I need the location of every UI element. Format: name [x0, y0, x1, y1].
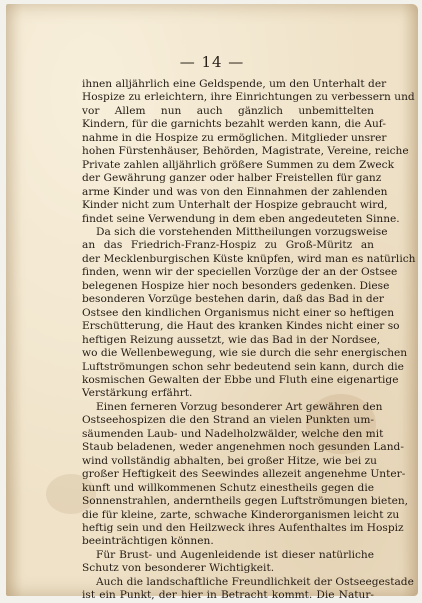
text-line: die für kleine, zarte, schwache Kinderorganismen leicht zu — [82, 508, 400, 521]
text-line: nahme in die Hospize zu ermöglichen. Mitglieder unsrer — [82, 131, 387, 144]
text-line: Für Brust- und Augenleidende ist dieser natürliche — [96, 548, 374, 561]
book-page — [6, 4, 418, 602]
text-line: der Mecklenburgischen Küste knüpfen, wird man es natürlich — [82, 252, 416, 265]
text-line: findet seine Verwendung in dem eben angedeuteten Sinne. — [82, 212, 400, 225]
text-line: kosmischen Gewalten der Ebbe und Fluth eine eigenartige — [82, 373, 399, 386]
text-line: besonderen Vorzüge bestehen darin, daß das Bad in der — [82, 293, 384, 306]
text-line: Luftströmungen schon sehr bedeutend sein kann, durch die — [82, 360, 404, 373]
text-line: der Gewährung ganzer oder halber Freistellen für ganz — [82, 172, 382, 185]
text-line: Schutz von besonderer Wichtigkeit. — [82, 562, 275, 575]
text-line: Hospize zu erleichtern, ihre Einrichtungen zu verbessern und — [82, 91, 415, 104]
text-line: Da sich die vorstehenden Mittheilungen vorzugsweise — [96, 225, 388, 238]
text-line: Kinder nicht zum Unterhalt der Hospize gebraucht wird, — [82, 199, 388, 212]
text-line: Sonnenstrahlen, anderntheils gegen Luftströmungen bieten, — [82, 495, 409, 508]
text-line: ist ein Punkt, der hier in Betracht kommt. Die Natur- — [82, 589, 374, 602]
text-line: wo die Wellenbewegung, wie sie durch die sehr energischen — [82, 347, 408, 360]
text-line: belegenen Hospize hier noch besonders gedenken. Diese — [82, 279, 390, 292]
text-line: Ostseehospizen die den Strand an vielen Punkten um- — [82, 414, 374, 427]
text-line: vor Allem nun auch gänzlich unbemittelten — [82, 104, 374, 117]
text-line: heftigen Reizung aussetzt, wie das Bad in der Nordsee, — [82, 333, 381, 346]
text-line: säumenden Laub- und Nadelholzwälder, welche den mit — [82, 427, 384, 440]
text-line: wind vollständig abhalten, bei großer Hitze, wie bei zu — [82, 454, 378, 467]
text-line: heftig sein und den Heilzweck ihres Aufenthaltes im Hospiz — [82, 521, 404, 534]
text-line: ihnen alljährlich eine Geldspende, um den Unterhalt der — [82, 78, 387, 90]
text-line: finden, wenn wir der speciellen Vorzüge der an der Ostsee — [82, 266, 398, 279]
text-line: Kindern, für die garnichts bezahlt werden kann, die Auf- — [82, 118, 386, 131]
text-line: Verstärkung erfährt. — [82, 387, 193, 400]
text-line: Einen ferneren Vorzug besonderer Art gewähren den — [96, 400, 383, 413]
text-line: Erschütterung, die Haut des kranken Kindes nicht einer so — [82, 320, 400, 333]
text-line: arme Kinder und was von den Einnahmen der zahlenden — [82, 185, 388, 198]
text-line: beeinträchtigen können. — [82, 535, 214, 548]
text-line: hohen Fürstenhäuser, Behörden, Magistrate, Vereine, reiche — [82, 145, 409, 158]
text-line: Private zahlen alljährlich größere Summen zu dem Zweck — [82, 158, 395, 171]
body-text — [82, 78, 416, 603]
text-line: an das Friedrich-Franz-Hospiz zu Groß-Müritz an — [82, 239, 374, 252]
text-line: kunft und willkommenen Schutz einestheils gegen die — [82, 481, 374, 494]
page-number: — 14 — — [179, 53, 245, 71]
text-line: Ostsee den kindlichen Organismus nicht einer so heftigen — [82, 306, 395, 319]
text-line: großer Heftigkeit des Seewindes allezeit angenehme Unter- — [82, 468, 406, 481]
text-line: Staub beladenen, weder angenehmen noch gesunden Land- — [82, 441, 404, 454]
text-line: Auch die landschaftliche Freundlichkeit der Ostseegestade — [96, 575, 414, 588]
